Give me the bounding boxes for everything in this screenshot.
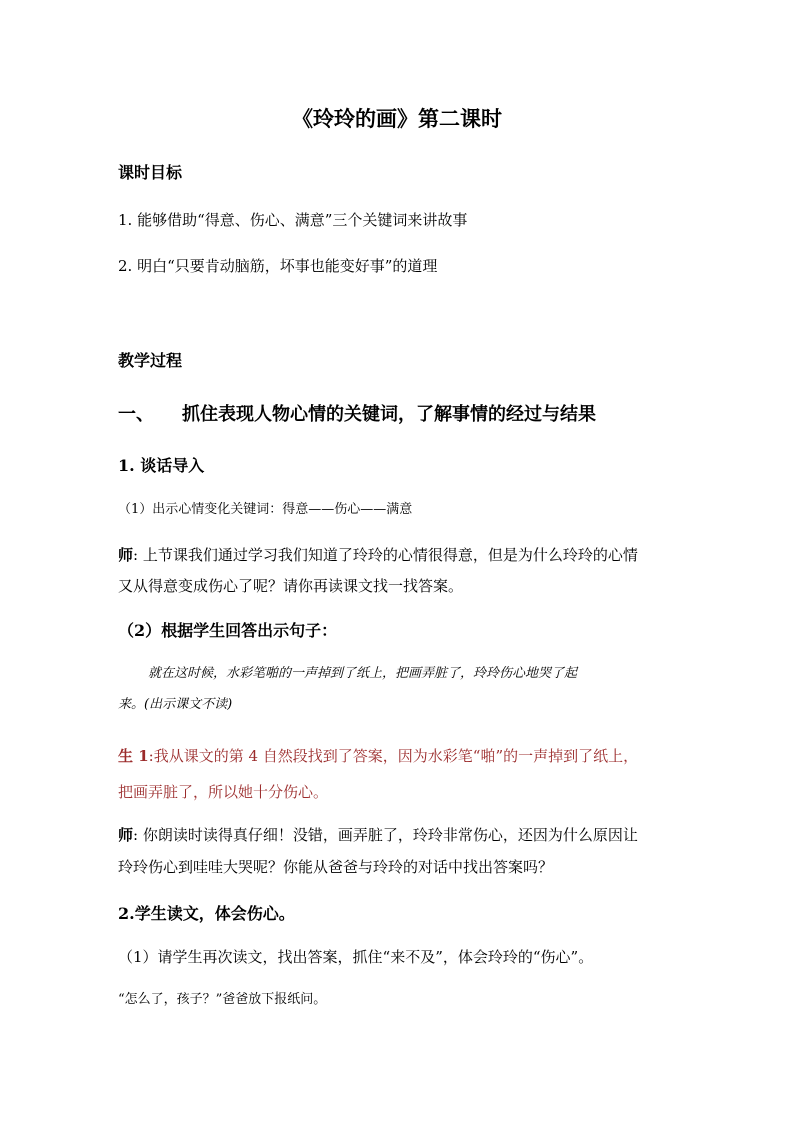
- objective-item-1: 1. 能够借助“得意、伤心、满意”三个关键词来讲故事: [118, 211, 468, 229]
- step1-subitem: （1）出示心情变化关键词：得意——伤心——满意: [118, 502, 413, 517]
- quote-line-1: 就在这时候，水彩笔啪的一声掉到了纸上，把画弄脏了，玲玲伤心地哭了起: [148, 666, 578, 681]
- teacher-label: 师: [118, 546, 134, 564]
- teacher-line-1b: 又从得意变成伤心了呢？请你再读课文找一找答案。: [118, 577, 464, 595]
- section1-number: 一、: [118, 404, 154, 425]
- teacher-line-1: 师: 上节课我们通过学习我们知道了玲玲的心情很得意，但是为什么玲玲的心情: [118, 546, 638, 564]
- section1-heading: [118, 404, 688, 426]
- section1-title: 抓住表现人物心情的关键词，了解事情的经过与结果: [182, 404, 596, 425]
- step1-subitem-2: （2）根据学生回答出示句子：: [118, 621, 338, 640]
- step1-heading: 1. 谈话导入: [118, 456, 205, 475]
- document-title: 《玲玲的画》第二课时: [292, 106, 502, 131]
- student-label: 生 1: [118, 747, 149, 765]
- objective-item-2: 2. 明白“只要肯动脑筋，坏事也能变好事”的道理: [118, 257, 438, 275]
- step2-item-1: （1）请学生再次读文，找出答案，抓住“来不及”，体会玲玲的“伤心”。: [118, 948, 594, 966]
- teacher-line-2b: 玲玲伤心到哇哇大哭呢？你能从爸爸与玲玲的对话中找出答案吗？: [118, 858, 554, 876]
- student-line-1b: 把画弄脏了，所以她十分伤心。: [118, 783, 329, 801]
- process-heading: 教学过程: [118, 351, 183, 370]
- student-line-1: 生 1:我从课文的第 4 自然段找到了答案，因为水彩笔“啪”的一声掉到了纸上，: [118, 747, 639, 765]
- objectives-heading: 课时目标: [118, 163, 183, 182]
- teacher-line-2: 师: 你朗读时读得真仔细！没错，画弄脏了，玲玲非常伤心，还因为什么原因让: [118, 826, 638, 844]
- step2-heading: 2.学生读文，体会伤心。: [118, 904, 295, 923]
- quote-line-2: 来。(出示课文不读): [118, 697, 233, 712]
- dialogue-line-1: “怎么了，孩子？”爸爸放下报纸问。: [118, 992, 327, 1007]
- teacher-label-2: 师: [118, 826, 134, 844]
